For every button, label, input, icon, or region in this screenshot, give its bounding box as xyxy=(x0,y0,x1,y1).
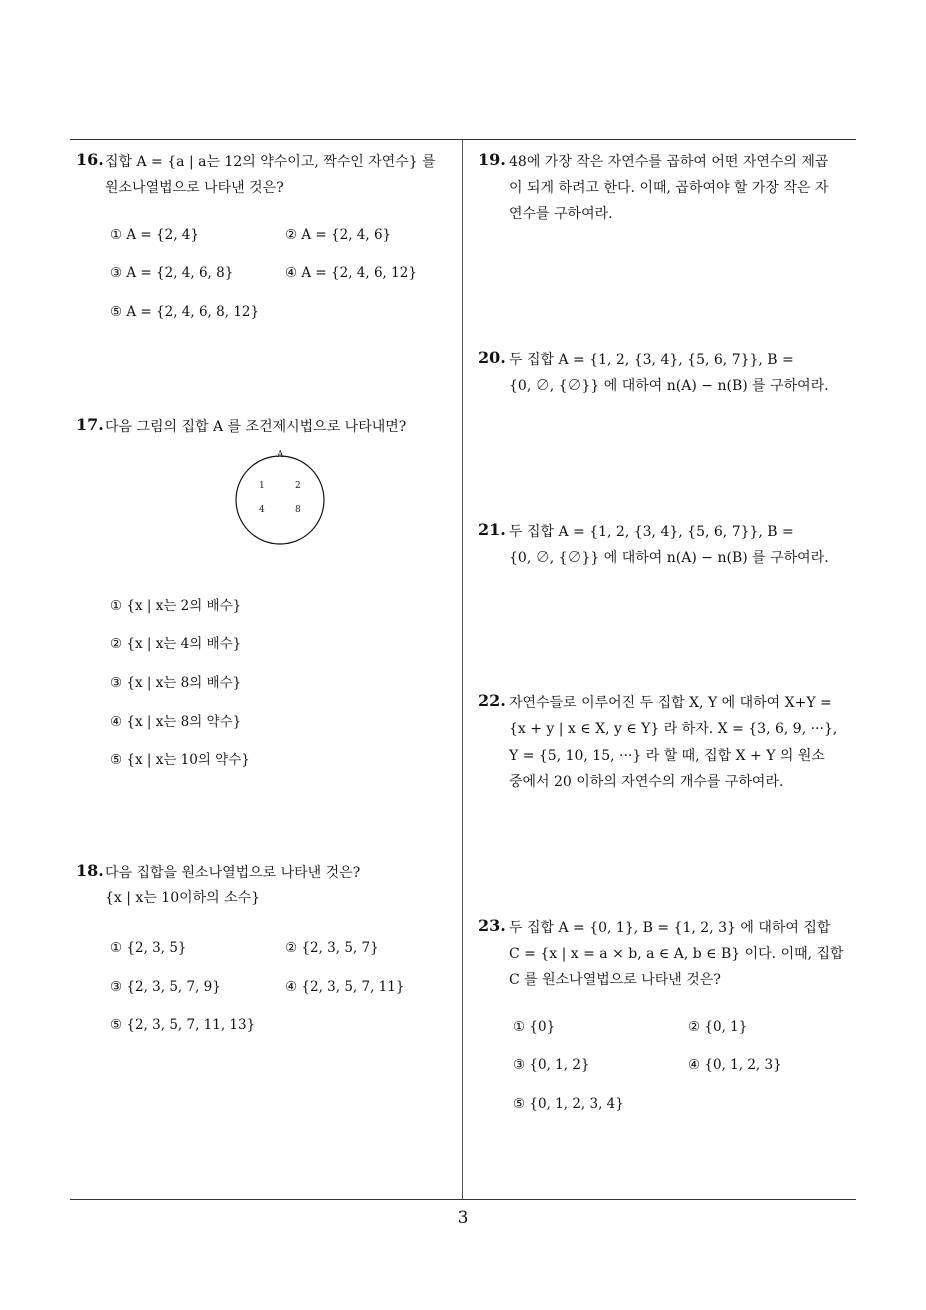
choice-1[interactable]: ① {0} xyxy=(513,1019,556,1035)
question-number: 23. xyxy=(478,916,506,935)
column-divider xyxy=(462,139,463,1200)
question-text-line: 이 되게 하려고 한다. 이때, 곱하여야 할 가장 작은 자 xyxy=(509,180,829,196)
choice-3[interactable]: ③ {x | x는 8의 배수} xyxy=(110,675,242,691)
question-text-line: 다음 그림의 집합 A 를 조건제시법으로 나타내면? xyxy=(105,419,407,435)
set-element: 1 xyxy=(259,481,265,491)
question-text-line: C = {x | x = a × b, a ∈ A, b ∈ B} 이다. 이때, 집합 xyxy=(509,946,844,962)
bottom-rule xyxy=(70,1199,856,1200)
question-number: 21. xyxy=(478,520,506,539)
question-text-line: {0, ∅, {∅}} 에 대하여 n(A) − n(B) 를 구하여라. xyxy=(509,550,829,566)
choice-5[interactable]: ⑤ {x | x는 10의 약수} xyxy=(110,752,250,768)
question-number: 16. xyxy=(76,150,104,169)
question-text-line: {x | x는 10이하의 소수} xyxy=(105,890,261,906)
choice-4[interactable]: ④ {0, 1, 2, 3} xyxy=(688,1057,782,1073)
page-number: 3 xyxy=(457,1208,469,1228)
choice-1[interactable]: ① {x | x는 2의 배수} xyxy=(110,598,242,614)
question-text-line: Y = {5, 10, 15, ···} 라 할 때, 집합 X + Y 의 원소 xyxy=(509,748,825,764)
choice-5[interactable]: ⑤ {2, 3, 5, 7, 11, 13} xyxy=(110,1017,256,1033)
choice-3[interactable]: ③ {0, 1, 2} xyxy=(513,1057,590,1073)
question-text-line: 원소나열법으로 나타낸 것은? xyxy=(105,180,284,196)
question-number: 19. xyxy=(478,150,506,169)
set-element: 2 xyxy=(295,481,301,491)
choice-2[interactable]: ② {2, 3, 5, 7} xyxy=(285,940,379,956)
set-element: 4 xyxy=(259,505,265,515)
choice-3[interactable]: ③ {2, 3, 5, 7, 9} xyxy=(110,979,221,995)
set-element: 8 xyxy=(295,505,301,515)
choice-2[interactable]: ② A = {2, 4, 6} xyxy=(285,227,392,243)
choice-2[interactable]: ② {0, 1} xyxy=(688,1019,748,1035)
question-text-line: 두 집합 A = {0, 1}, B = {1, 2, 3} 에 대하여 집합 xyxy=(509,920,831,936)
set-circle xyxy=(236,456,324,544)
choice-1[interactable]: ① {2, 3, 5} xyxy=(110,940,187,956)
question-text-line: 48에 가장 작은 자연수를 곱하여 어떤 자연수의 제곱 xyxy=(509,154,829,170)
question-text-line: 집합 A = {a | a는 12의 약수이고, 짝수인 자연수} 를 xyxy=(105,154,436,170)
choice-3[interactable]: ③ A = {2, 4, 6, 8} xyxy=(110,265,234,281)
question-text-line: 두 집합 A = {1, 2, {3, 4}, {5, 6, 7}}, B = xyxy=(509,352,794,368)
question-text-line: {x + y | x ∈ X, y ∈ Y} 라 하자. X = {3, 6, 9, ···}, xyxy=(509,721,838,737)
set-label: A xyxy=(277,450,284,460)
question-text-line: 자연수들로 이루어진 두 집합 X, Y 에 대하여 X+Y = xyxy=(509,695,832,711)
choice-2[interactable]: ② {x | x는 4의 배수} xyxy=(110,636,242,652)
question-number: 22. xyxy=(478,691,506,710)
question-number: 18. xyxy=(76,861,104,880)
question-text-line: 두 집합 A = {1, 2, {3, 4}, {5, 6, 7}}, B = xyxy=(509,524,794,540)
question-text-line: 중에서 20 이하의 자연수의 개수를 구하여라. xyxy=(509,774,784,790)
question-text-line: 다음 집합을 원소나열법으로 나타낸 것은? xyxy=(105,865,361,881)
venn-diagram xyxy=(225,448,335,548)
question-number: 20. xyxy=(478,348,506,367)
choice-4[interactable]: ④ {2, 3, 5, 7, 11} xyxy=(285,979,405,995)
choice-4[interactable]: ④ {x | x는 8의 약수} xyxy=(110,714,242,730)
question-text-line: C 를 원소나열법으로 나타낸 것은? xyxy=(509,972,721,988)
choice-4[interactable]: ④ A = {2, 4, 6, 12} xyxy=(285,265,417,281)
choice-5[interactable]: ⑤ A = {2, 4, 6, 8, 12} xyxy=(110,304,260,320)
question-text-line: 연수를 구하여라. xyxy=(509,206,613,222)
top-rule xyxy=(70,139,856,140)
question-text-line: {0, ∅, {∅}} 에 대하여 n(A) − n(B) 를 구하여라. xyxy=(509,378,829,394)
choice-1[interactable]: ① A = {2, 4} xyxy=(110,227,199,243)
question-number: 17. xyxy=(76,415,104,434)
choice-5[interactable]: ⑤ {0, 1, 2, 3, 4} xyxy=(513,1096,624,1112)
